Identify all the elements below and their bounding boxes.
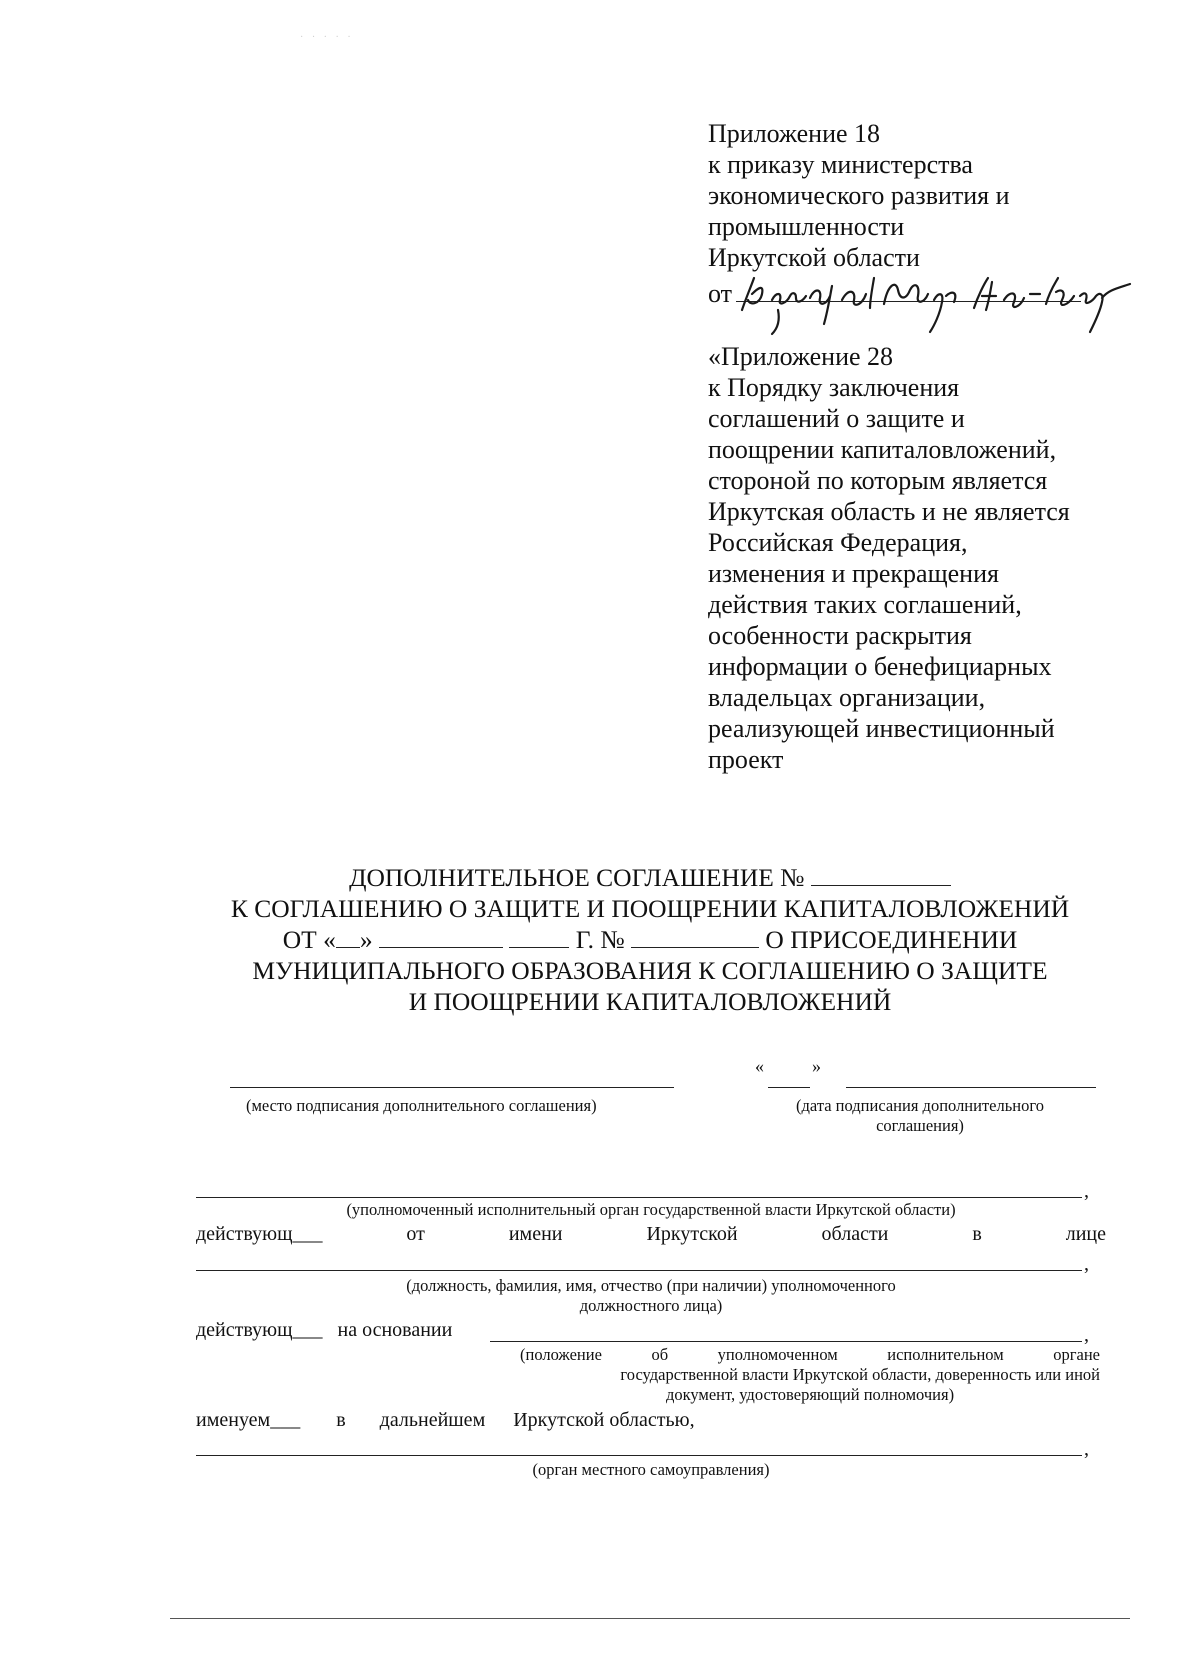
comma: , xyxy=(1084,1324,1089,1346)
title-line-5: И ПООЩРЕНИИ КАПИТАЛОВЛОЖЕНИЙ xyxy=(408,987,892,1016)
appendix-28-line: действия таких соглашений, xyxy=(708,590,1022,619)
appendix-28-line: «Приложение 28 xyxy=(708,342,894,371)
appendix-28-line: информации о бенефициарных xyxy=(708,652,1052,681)
appendix-line: Иркутской области xyxy=(708,243,920,272)
row-word: дальнейшем xyxy=(379,1409,486,1431)
row-word: области xyxy=(821,1223,889,1245)
local-government-blank[interactable] xyxy=(196,1455,1082,1456)
quote-close: » xyxy=(812,1056,821,1076)
appendix-28-line: особенности раскрытия xyxy=(708,621,972,650)
comma: , xyxy=(1084,1438,1089,1460)
caption-word: исполнительном xyxy=(887,1345,1004,1364)
basis-blank[interactable] xyxy=(490,1341,1082,1342)
title-text: Г. № xyxy=(575,925,625,954)
year-blank[interactable] xyxy=(509,925,569,948)
row-word: Иркутской областью, xyxy=(513,1409,695,1431)
caption-word: об xyxy=(651,1345,669,1364)
title-line-1 xyxy=(180,862,1120,893)
place-caption: (место подписания дополнительного соглашения) xyxy=(246,1096,597,1115)
row-word: лице xyxy=(1065,1223,1106,1245)
row-word: от xyxy=(406,1223,425,1245)
title-text: ОТ « xyxy=(282,925,336,954)
title-line-3 xyxy=(180,924,1120,955)
quote-open: « xyxy=(755,1056,764,1076)
title-text: ДОПОЛНИТЕЛЬНОЕ СОГЛАШЕНИЕ № xyxy=(349,863,805,892)
official-caption-1: (должность, фамилия, имя, отчество (при наличии) уполномоченного xyxy=(406,1276,896,1295)
handwritten-order-date xyxy=(738,270,1138,340)
official-caption-2: должностного лица) xyxy=(579,1296,723,1315)
appendix-28-line: к Порядку заключения xyxy=(708,373,960,402)
number-blank[interactable] xyxy=(631,925,759,948)
row-word: именуем___ xyxy=(196,1409,301,1431)
row-word: имени xyxy=(508,1223,563,1245)
comma: , xyxy=(1084,1253,1089,1275)
appendix-line: к приказу министерства xyxy=(708,150,973,179)
row-word: в xyxy=(972,1223,982,1245)
caption-word: уполномоченном xyxy=(717,1345,838,1364)
appendix-28-line: проект xyxy=(708,745,784,774)
appendix-18-block xyxy=(708,118,1148,775)
row-word: действующ___ xyxy=(196,1319,323,1341)
row-word: на основании xyxy=(337,1319,453,1341)
appendix-28-line: владельцах организации, xyxy=(708,683,986,712)
row-word: Иркутской xyxy=(646,1223,738,1245)
basis-row xyxy=(196,1318,1106,1342)
basis-caption-2: государственной власти Иркутской области, доверенность или иной xyxy=(620,1365,1100,1384)
date-day-blank[interactable] xyxy=(768,1087,810,1088)
page-bottom-rule xyxy=(170,1618,1130,1619)
authorized-organ-blank[interactable] xyxy=(196,1197,1082,1198)
place-signing-blank[interactable] xyxy=(230,1087,674,1088)
local-government-caption: (орган местного самоуправления) xyxy=(532,1460,770,1479)
title-text: » xyxy=(359,925,373,954)
row-word: в xyxy=(336,1409,346,1431)
named-row xyxy=(196,1408,1106,1432)
appendix-28-line: соглашений о защите и xyxy=(708,404,965,433)
month-blank[interactable] xyxy=(379,925,503,948)
caption-word: (положение xyxy=(520,1345,602,1364)
comma: , xyxy=(1084,1180,1089,1202)
day-blank[interactable] xyxy=(336,925,360,948)
acting-row xyxy=(196,1222,1106,1246)
title-line-2: К СОГЛАШЕНИЮ О ЗАЩИТЕ И ПООЩРЕНИИ КАПИТАЛОВЛОЖЕНИЙ xyxy=(230,894,1070,923)
appendix-28-line: поощрении капиталовложений, xyxy=(708,435,1057,464)
title-text: О ПРИСОЕДИНЕНИИ xyxy=(765,925,1018,954)
agreement-number-blank[interactable] xyxy=(811,863,951,886)
appendix-28-line: Российская Федерация, xyxy=(708,528,968,557)
appendix-line: Приложение 18 xyxy=(708,119,881,148)
row-word: действующ___ xyxy=(196,1223,323,1245)
appendix-28-line: Иркутская область и не является xyxy=(708,497,1070,526)
date-caption-1: (дата подписания дополнительного xyxy=(796,1096,1044,1115)
appendix-line: промышленности xyxy=(708,212,905,241)
appendix-28-line: изменения и прекращения xyxy=(708,559,999,588)
caption-word: органе xyxy=(1053,1345,1100,1364)
official-blank[interactable] xyxy=(196,1270,1082,1271)
appendix-line: экономического развития и xyxy=(708,181,1010,210)
date-quotes xyxy=(755,1056,821,1077)
basis-caption-3: документ, удостоверяющий полномочия) xyxy=(665,1385,955,1404)
date-caption-2: соглашения) xyxy=(876,1116,964,1135)
basis-caption-1 xyxy=(520,1345,1100,1365)
appendix-28-line: реализующей инвестиционный xyxy=(708,714,1055,743)
title-line-4: МУНИЦИПАЛЬНОГО ОБРАЗОВАНИЯ К СОГЛАШЕНИЮ О ЗАЩИТЕ xyxy=(252,956,1048,985)
scan-artifact: · · · · · xyxy=(300,32,354,43)
document-title xyxy=(180,862,1120,1017)
appendix-28-line: стороной по которым является xyxy=(708,466,1048,495)
ot-label: от xyxy=(708,279,733,308)
organ-caption: (уполномоченный исполнительный орган государственной власти Иркутской области) xyxy=(346,1200,956,1219)
date-month-year-blank[interactable] xyxy=(846,1087,1096,1088)
